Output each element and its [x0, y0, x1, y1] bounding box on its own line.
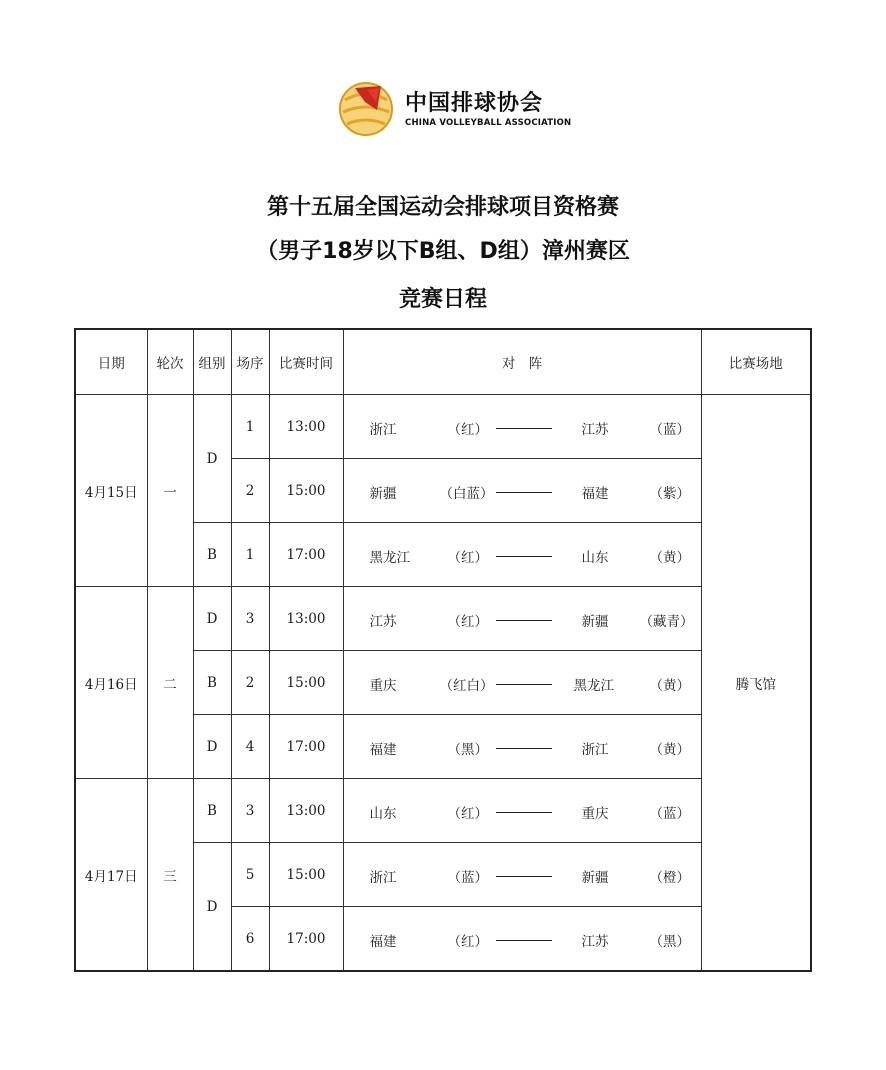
home-jersey-color: （红）: [447, 422, 488, 438]
group-cell: B: [193, 523, 231, 587]
match-no-cell: 1: [231, 395, 269, 459]
away-team: 江苏: [581, 422, 609, 438]
versus-line: [496, 748, 552, 749]
home-jersey-color: （黑）: [447, 742, 488, 758]
round-cell: 三: [147, 779, 193, 972]
versus-line: [496, 940, 552, 941]
column-header-matchup: 对 阵: [343, 329, 701, 395]
home-team: 重庆: [369, 678, 397, 694]
home-team: 山东: [369, 806, 397, 822]
match-no-cell: 3: [231, 587, 269, 651]
away-team: 重庆: [581, 806, 609, 822]
home-team: 浙江: [369, 870, 397, 886]
column-header-venue: 比赛场地: [701, 329, 811, 395]
matchup-cell: [343, 459, 701, 523]
home-jersey-color: （红）: [447, 550, 488, 566]
away-team: 山东: [581, 550, 609, 566]
away-jersey-color: （蓝）: [649, 422, 690, 438]
match-no-cell: 2: [231, 651, 269, 715]
match-no-cell: 6: [231, 907, 269, 972]
date-cell: 4月15日: [75, 395, 147, 587]
column-header-round: 轮次: [147, 329, 193, 395]
group-cell: B: [193, 651, 231, 715]
group-cell: D: [193, 395, 231, 523]
home-jersey-color: （红白）: [439, 678, 494, 694]
home-team: 浙江: [369, 422, 397, 438]
away-team: 新疆: [581, 614, 609, 630]
away-team: 福建: [581, 486, 609, 502]
home-team: 福建: [369, 934, 397, 950]
matchup-cell: [343, 651, 701, 715]
versus-line: [496, 812, 552, 813]
time-cell: 15:00: [269, 651, 343, 715]
away-jersey-color: （黑）: [649, 934, 690, 950]
away-jersey-color: （黄）: [649, 550, 690, 566]
matchup-cell: [343, 779, 701, 843]
versus-line: [496, 428, 552, 429]
document-subtitle: （男子18岁以下B组、D组）漳州赛区: [256, 239, 630, 264]
away-team: 黑龙江: [573, 678, 614, 694]
column-header-date: 日期: [75, 329, 147, 395]
time-cell: 13:00: [269, 395, 343, 459]
group-cell: B: [193, 779, 231, 843]
away-jersey-color: （黄）: [649, 678, 690, 694]
column-header-group: 组别: [193, 329, 231, 395]
round-cell: 二: [147, 587, 193, 779]
home-team: 新疆: [369, 486, 397, 502]
matchup-cell: [343, 523, 701, 587]
venue-cell: 腾飞馆: [701, 395, 811, 972]
group-cell: D: [193, 843, 231, 972]
time-cell: 17:00: [269, 715, 343, 779]
time-cell: 15:00: [269, 459, 343, 523]
logo-chinese-text: 中国排球协会: [405, 91, 544, 116]
table-row: [75, 779, 811, 843]
home-team: 黑龙江: [369, 550, 410, 566]
date-cell: 4月17日: [75, 779, 147, 972]
column-header-time: 比赛时间: [269, 329, 343, 395]
home-jersey-color: （红）: [447, 934, 488, 950]
time-cell: 17:00: [269, 907, 343, 972]
away-jersey-color: （橙）: [649, 870, 690, 886]
table-header-row: [75, 329, 811, 395]
home-jersey-color: （白蓝）: [439, 486, 494, 502]
versus-line: [496, 492, 552, 493]
match-no-cell: 4: [231, 715, 269, 779]
versus-line: [496, 556, 552, 557]
time-cell: 17:00: [269, 523, 343, 587]
association-logo: [337, 80, 572, 140]
column-header-match-no: 场序: [231, 329, 269, 395]
schedule-table: [74, 328, 812, 972]
matchup-cell: [343, 843, 701, 907]
matchup-cell: [343, 587, 701, 651]
logo-english-text: CHINA VOLLEYBALL ASSOCIATION: [405, 118, 572, 128]
match-no-cell: 2: [231, 459, 269, 523]
home-jersey-color: （蓝）: [447, 870, 488, 886]
versus-line: [496, 684, 552, 685]
document-title: 第十五届全国运动会排球项目资格赛: [266, 195, 619, 220]
away-jersey-color: （黄）: [649, 742, 690, 758]
time-cell: 13:00: [269, 587, 343, 651]
matchup-cell: [343, 907, 701, 972]
away-jersey-color: （紫）: [649, 486, 690, 502]
away-jersey-color: （蓝）: [649, 806, 690, 822]
table-row: [75, 395, 811, 459]
time-cell: 13:00: [269, 779, 343, 843]
home-team: 福建: [369, 742, 397, 758]
away-team: 新疆: [581, 870, 609, 886]
time-cell: 15:00: [269, 843, 343, 907]
matchup-cell: [343, 715, 701, 779]
match-no-cell: 1: [231, 523, 269, 587]
document-heading: 竞赛日程: [398, 287, 487, 312]
versus-line: [496, 620, 552, 621]
table-row: [75, 587, 811, 651]
volleyball-logo-icon: [337, 80, 395, 138]
away-jersey-color: （藏青）: [639, 614, 694, 630]
home-team: 江苏: [369, 614, 397, 630]
round-cell: 一: [147, 395, 193, 587]
match-no-cell: 3: [231, 779, 269, 843]
home-jersey-color: （红）: [447, 806, 488, 822]
away-team: 浙江: [581, 742, 609, 758]
match-no-cell: 5: [231, 843, 269, 907]
home-jersey-color: （红）: [447, 614, 488, 630]
date-cell: 4月16日: [75, 587, 147, 779]
versus-line: [496, 876, 552, 877]
group-cell: D: [193, 715, 231, 779]
group-cell: D: [193, 587, 231, 651]
away-team: 江苏: [581, 934, 609, 950]
matchup-cell: [343, 395, 701, 459]
